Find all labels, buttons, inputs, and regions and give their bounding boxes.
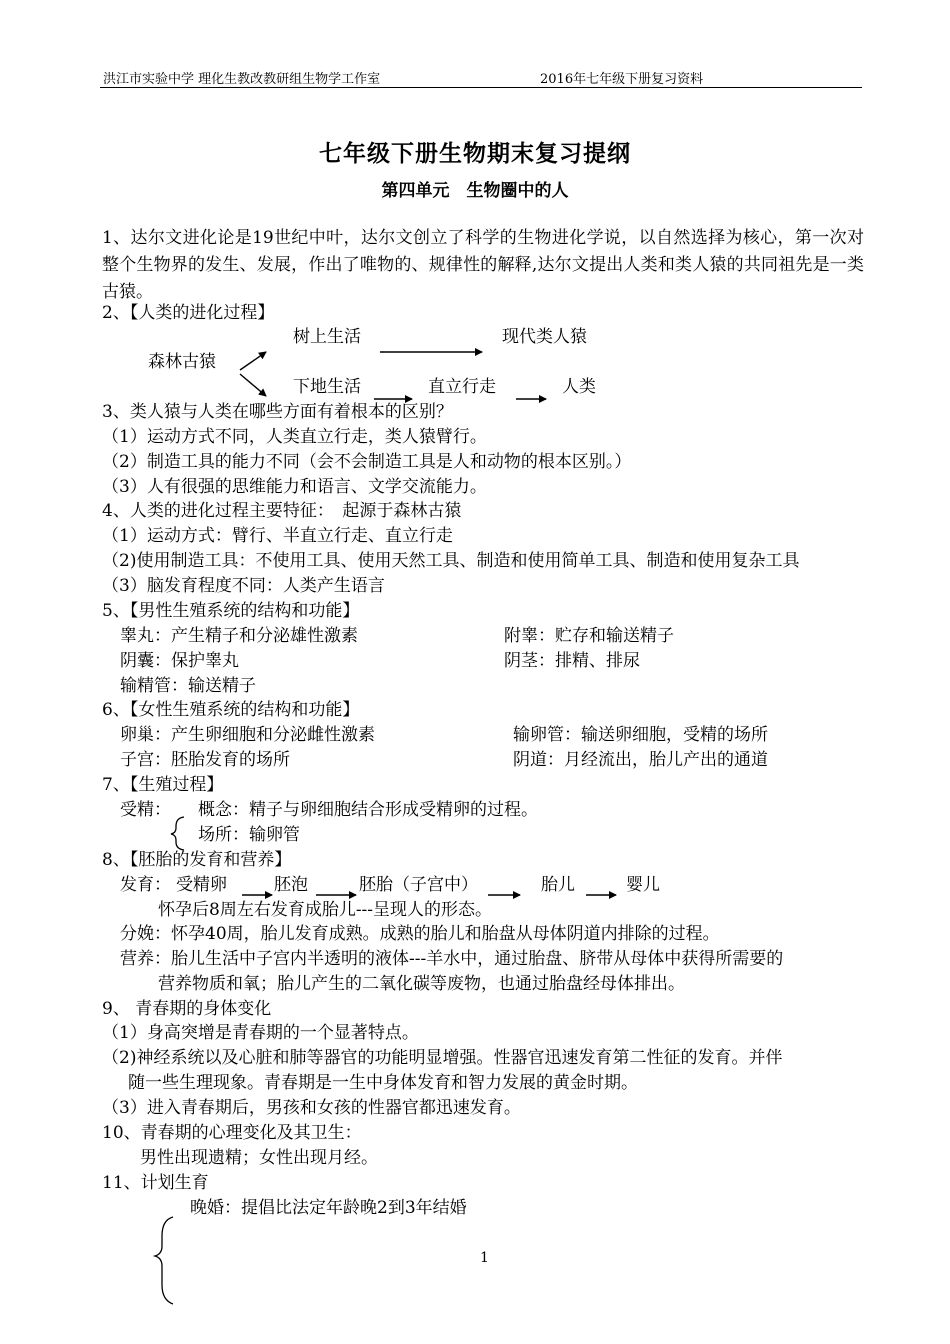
section-5-heading: 5、【男性生殖系统的结构和功能】 — [102, 601, 360, 621]
evolution-upper-result: 现代类人猿 — [502, 327, 587, 347]
section-8-heading: 8、【胚胎的发育和营养】 — [102, 850, 292, 870]
male-organ-testis: 睾丸：产生精子和分泌雄性激素 — [120, 626, 358, 646]
section-6-heading: 6、【女性生殖系统的结构和功能】 — [102, 700, 360, 720]
evolution-lower-mid: 直立行走 — [428, 377, 496, 397]
female-organ-ovary: 卵巢：产生卵细胞和分泌雌性激素 — [120, 725, 375, 745]
female-organ-oviduct: 输卵管：输送卵细胞，受精的场所 — [513, 725, 768, 745]
male-organ-scrotum: 阴囊：保护睾丸 — [120, 651, 239, 671]
stage-infant: 婴儿 — [626, 875, 660, 895]
section-9-item-2b: 随一些生理现象。青春期是一生中身体发育和智力发展的黄金时期。 — [128, 1073, 638, 1093]
section-9-item-1: （1）身高突增是青春期的一个显著特点。 — [102, 1023, 419, 1043]
section-10-text: 男性出现遗精；女性出现月经。 — [140, 1148, 378, 1168]
section-4-item-3: （3）脑发育程度不同：人类产生语言 — [102, 576, 385, 596]
female-organ-vagina: 阴道：月经流出，胎儿产出的通道 — [513, 750, 768, 770]
evolution-origin: 森林古猿 — [148, 352, 216, 372]
section-2-heading: 2、【人类的进化过程】 — [102, 303, 275, 323]
nutrition-text-1: 营养：胎儿生活中子宫内半透明的液体---羊水中，通过胎盘、脐带从母体中获得所需要的 — [120, 949, 784, 969]
evolution-lower-result: 人类 — [562, 377, 596, 397]
page-number: 1 — [480, 1250, 489, 1266]
section-9-item-2a: （2)神经系统以及心脏和肺等器官的功能明显增强。性器官迅速发育第二性征的发育。并伴 — [102, 1048, 783, 1068]
section-1-paragraph: 1、达尔文进化论是19世纪中叶，达尔文创立了科学的生物进化学说，以自然选择为核心，第一次对整个生物界的发生、发展，作出了唯物的、规律性的解释,达尔文提出人类和类人猿的共同祖先是一类古猿。 — [102, 228, 864, 302]
male-organ-penis: 阴茎：排精、排尿 — [504, 651, 640, 671]
section-3-item-1: （1）运动方式不同，人类直立行走，类人猿臂行。 — [102, 427, 487, 447]
female-organ-uterus: 子宫：胚胎发育的场所 — [120, 750, 290, 770]
document-title: 七年级下册生物期末复习提纲 — [319, 140, 631, 167]
section-9-heading: 9、 青春期的身体变化 — [102, 999, 272, 1019]
male-organ-epididymis: 附睾：贮存和输送精子 — [504, 626, 674, 646]
header-left: 洪江市实验中学 理化生教改教研组生物学工作室 — [103, 72, 381, 87]
fertilization-label: 受精： — [120, 800, 171, 820]
stage-blastocyst: 胚泡 — [274, 875, 308, 895]
stage-zygote: 受精卵 — [176, 875, 227, 895]
fertilization-brace — [171, 817, 184, 850]
arrow-origin-to-ground — [240, 374, 266, 396]
section-4-item-1: （1）运动方式：臂行、半直立行走、直立行走 — [102, 526, 453, 546]
arrow-origin-to-tree — [240, 352, 266, 370]
header-right: 2016年七年级下册复习资料 — [540, 72, 704, 87]
section-10-heading: 10、青春期的心理变化及其卫生： — [102, 1123, 362, 1143]
section-3-heading: 3、类人猿与人类在哪些方面有着根本的区别？ — [102, 402, 453, 422]
birth-text: 分娩：怀孕40周，胎儿发育成熟。成熟的胎儿和胎盘从母体阴道内排除的过程。 — [120, 924, 720, 944]
section-11-heading: 11、计划生育 — [102, 1173, 209, 1193]
section-7-heading: 7、【生殖过程】 — [102, 775, 224, 795]
section-3-item-3: （3）人有很强的思维能力和语言、文学交流能力。 — [102, 477, 487, 497]
section-3-item-2: （2）制造工具的能力不同（会不会制造工具是人和动物的根本区别。） — [102, 452, 632, 472]
male-organ-vas-deferens: 输精管：输送精子 — [120, 676, 256, 696]
stage-fetus: 胎儿 — [541, 875, 575, 895]
nutrition-text-2: 营养物质和氧；胎儿产生的二氧化碳等废物，也通过胎盘经母体排出。 — [158, 974, 685, 994]
evolution-upper-branch: 树上生活 — [293, 327, 361, 347]
evolution-lower-branch: 下地生活 — [293, 377, 361, 397]
header-divider — [100, 87, 862, 88]
section-4-item-2: （2)使用制造工具：不使用工具、使用天然工具、制造和使用简单工具、制造和使用复杂工具 — [102, 551, 800, 571]
fertilization-place: 场所：输卵管 — [198, 825, 300, 845]
fertilization-concept: 概念：精子与卵细胞结合形成受精卵的过程。 — [198, 800, 538, 820]
section-4-heading: 4、人类的进化过程主要特征： 起源于森林古猿 — [102, 501, 462, 521]
family-planning-brace — [155, 1217, 173, 1304]
development-note: 怀孕后8周左右发育成胎儿---呈现人的形态。 — [158, 900, 493, 920]
section-9-item-3: （3）进入青春期后，男孩和女孩的性器官都迅速发育。 — [102, 1098, 521, 1118]
stage-embryo: 胚胎（子宫中） — [359, 875, 478, 895]
unit-subtitle: 第四单元 生物圈中的人 — [381, 181, 569, 201]
development-label: 发育： — [120, 875, 171, 895]
late-marriage-item: 晚婚：提倡比法定年龄晚2到3年结婚 — [190, 1198, 467, 1218]
